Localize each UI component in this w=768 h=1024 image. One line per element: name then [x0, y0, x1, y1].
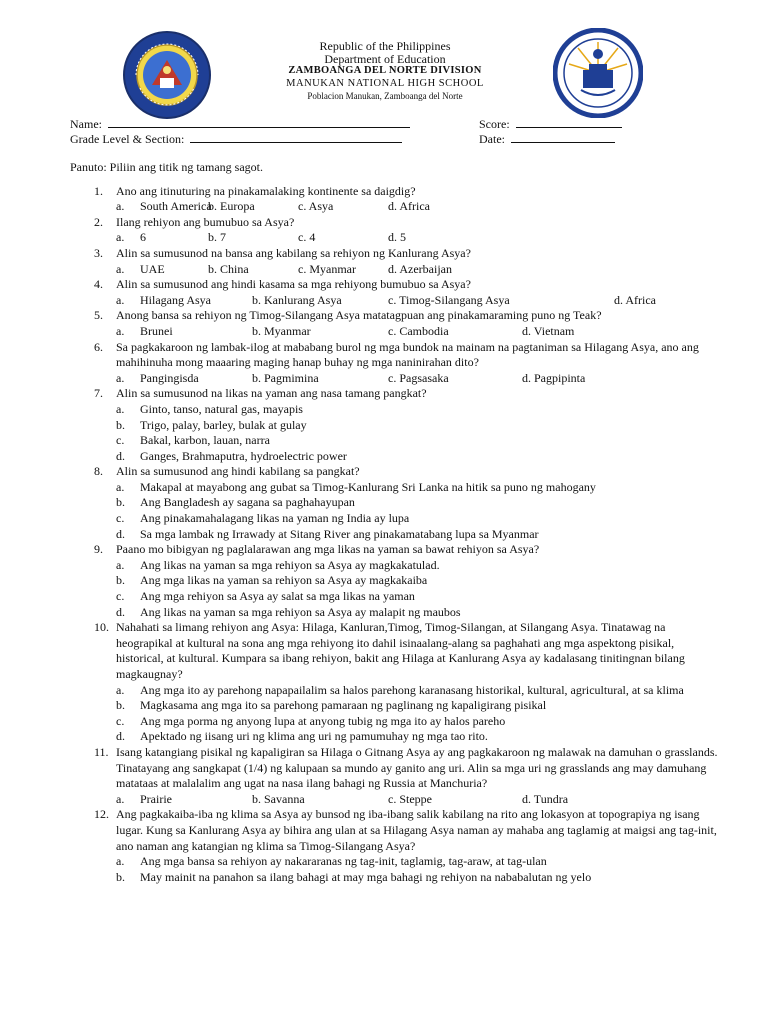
question-text: Ilang rehiyon ang bumubuo sa Asya?: [116, 214, 295, 229]
question-number: 8.: [94, 464, 103, 479]
grade-field[interactable]: [70, 131, 402, 147]
option-choice[interactable]: d. 5: [388, 230, 406, 245]
question-text: Alin sa sumusunod ang hindi kabilang sa pangkat?: [116, 464, 360, 479]
option-choice[interactable]: d. Azerbaijan: [388, 261, 452, 276]
options-row: [70, 199, 720, 215]
question-number: 3.: [94, 245, 103, 260]
question-8: [70, 464, 720, 480]
question-1: [70, 184, 720, 200]
option-letter: d.: [116, 604, 125, 619]
question-11: [70, 745, 720, 792]
option-letter: a.: [116, 401, 125, 416]
options-row: [70, 371, 720, 387]
question-4: [70, 277, 720, 293]
option-choice[interactable]: c. Asya: [298, 199, 334, 214]
question-text: Alin sa sumusunod na likas na yaman ang nasa tamang pangkat?: [116, 386, 427, 401]
options-row: [70, 230, 720, 246]
name-label: Name:: [70, 117, 102, 131]
republic-line: Republic of the Philippines: [319, 39, 451, 53]
option-text: Ang mga ito ay parehong napapailalim sa halos parehong karanasang historikal, kultural, agricultural, at sa klima: [140, 682, 684, 697]
school-seal-icon: [553, 28, 643, 118]
option-choice[interactable]: c. Cambodia: [388, 323, 449, 338]
question-text: Isang katangiang pisikal ng kapaligiran sa Hilaga o Gitnang Asya ay ang pagkakaroon ng malawak na damuhan o grasslands. Tinatayang ang sangkapat (1/4) ng kalupaan sa mundo ay ganito ang uri. Alin sa mga uri ng grasslands ang may damuhang matataas at malalalim ang ugat na nasa ilang bahagi ng Russia at Manchuria?: [116, 744, 718, 791]
option-choice[interactable]: b. 7: [208, 230, 226, 245]
options-row: [70, 792, 720, 808]
option-choice[interactable]: Hilagang Asya: [140, 292, 211, 307]
option-text: Ang mga bansa sa rehiyon ay nakararanas ng tag-init, taglamig, tag-araw, at tag-ulan: [140, 854, 547, 869]
option-letter: a.: [116, 854, 125, 869]
option-text: Ang likas na yaman sa mga rehiyon sa Asya ay malapit ng maubos: [140, 604, 461, 619]
question-text: Sa pagkakaroon ng lambak-ilog at mababang burol ng mga bundok na mainam na pagtaniman sa Hilagang Asya, ano ang mahihinuha mong maaaring maging hanap buhay ng mga naninirahan dito?: [116, 339, 699, 370]
option-letter: b.: [116, 698, 125, 713]
option-text: Makapal at mayabong ang gubat sa Timog-Kanlurang Sri Lanka na hitik sa puno ng mahogany: [140, 479, 596, 494]
option-text: Apektado ng iisang uri ng klima ang uri ng pamumuhay ng mga tao rito.: [140, 729, 488, 744]
option-letter: a.: [116, 682, 125, 697]
date-label: Date:: [479, 132, 505, 146]
option-text: Ang mga porma ng anyong lupa at anyong tubig ng mga ito ay halos pareho: [140, 713, 506, 728]
question-number: 6.: [94, 339, 103, 354]
question-text: Alin sa sumusunod na bansa ang kabilang sa rehiyon ng Kanlurang Asya?: [116, 245, 471, 260]
option-choice[interactable]: c. Steppe: [388, 791, 432, 806]
option-choice[interactable]: c. Timog-Silangang Asya: [388, 292, 510, 307]
option-item[interactable]: [70, 402, 720, 418]
question-text: Alin sa sumusunod ang hindi kasama sa mga rehiyong bumubuo sa Asya?: [116, 277, 471, 292]
option-item[interactable]: [70, 854, 720, 870]
option-choice[interactable]: b. Savanna: [252, 791, 305, 806]
school-line: MANUKAN NATIONAL HIGH SCHOOL: [286, 77, 484, 89]
question-text: Paano mo bibigyan ng paglalarawan ang mga likas na yaman sa bawat rehiyon sa Asya?: [116, 542, 540, 557]
option-text: Ang mga likas na yaman sa rehiyon sa Asya ay magkakaiba: [140, 573, 428, 588]
date-field[interactable]: [479, 131, 615, 147]
option-letter: d.: [116, 729, 125, 744]
option-item[interactable]: [70, 495, 720, 511]
option-choice[interactable]: c. Myanmar: [298, 261, 356, 276]
question-10: [70, 620, 720, 682]
division-line: ZAMBOANGA DEL NORTE DIVISION: [288, 65, 482, 76]
option-choice[interactable]: South America: [140, 199, 212, 214]
option-letter: b.: [116, 869, 125, 884]
option-text: Ang likas na yaman sa mga rehiyon sa Asya ay magkakatulad.: [140, 557, 440, 572]
option-choice[interactable]: b. Pagmimina: [252, 370, 319, 385]
option-letter: c.: [116, 589, 125, 604]
option-text: Ang Bangladesh ay sagana sa paghahayupan: [140, 495, 355, 510]
question-9: [70, 542, 720, 558]
question-text: Anong bansa sa rehiyon ng Timog-Silangang Asya matatagpuan ang pinakamaraming puno ng Teak?: [116, 308, 602, 323]
option-item[interactable]: [70, 573, 720, 589]
letterhead: [0, 28, 768, 118]
question-number: 11.: [94, 744, 109, 759]
option-item[interactable]: [70, 714, 720, 730]
option-letter: a.: [116, 557, 125, 572]
option-choice[interactable]: d. Africa: [614, 292, 656, 307]
date-line: [511, 131, 615, 143]
question-2: [70, 215, 720, 231]
option-item[interactable]: [70, 683, 720, 699]
question-number: 7.: [94, 386, 103, 401]
score-field[interactable]: [479, 116, 622, 132]
option-text: Ginto, tanso, natural gas, mayapis: [140, 401, 303, 416]
option-letter: a.: [116, 292, 125, 307]
question-6: [70, 340, 720, 371]
option-item[interactable]: [70, 511, 720, 527]
address-line: Poblacion Manukan, Zamboanga del Norte: [307, 91, 463, 101]
option-letter: a.: [116, 479, 125, 494]
option-choice[interactable]: d. Africa: [388, 199, 430, 214]
question-text: Ano ang itinuturing na pinakamalaking kontinente sa daigdig?: [116, 183, 416, 198]
option-text: Sa mga lambak ng Irrawady at Sitang River ang pinakamatabang lupa sa Myanmar: [140, 526, 539, 541]
option-text: Trigo, palay, barley, bulak at gulay: [140, 417, 307, 432]
question-text: Ang pagkakaiba-iba ng klima sa Asya ay bunsod ng iba-ibang salik kabilang na rito ang lokasyon at topograpiya ng isang lugar. Kung sa Kanlurang Asya ay bihira ang ulan at sa Hilagang Asya naman ay mahaba ang taglamig at maigsi ang tag-init, ano naman ang katangian ng klima sa Timog-Silangang Asya?: [116, 807, 717, 853]
option-choice[interactable]: c. 4: [298, 230, 316, 245]
question-number: 9.: [94, 542, 103, 557]
option-letter: c.: [116, 511, 125, 526]
option-item[interactable]: [70, 449, 720, 465]
options-row: [70, 324, 720, 340]
option-text: May mainit na panahon sa ilang bahagi at may mga bahagi ng rehiyon na nababalutan ng yelo: [140, 869, 592, 884]
option-item[interactable]: [70, 698, 720, 714]
name-field[interactable]: [70, 116, 410, 132]
deped-seal-icon: [122, 30, 212, 120]
option-letter: a.: [116, 199, 125, 214]
option-letter: b.: [116, 495, 125, 510]
question-number: 4.: [94, 277, 103, 292]
option-text: Ang mga rehiyon sa Asya ay salat sa mga likas na yaman: [140, 589, 415, 604]
option-letter: b.: [116, 573, 125, 588]
grade-label: Grade Level & Section:: [70, 132, 185, 146]
option-choice[interactable]: b. Europa: [208, 199, 255, 214]
option-choice[interactable]: d. Pagpipinta: [522, 370, 586, 385]
option-choice[interactable]: Prairie: [140, 791, 172, 806]
option-text: Bakal, karbon, lauan, narra: [140, 433, 270, 448]
option-letter: a.: [116, 791, 125, 806]
option-item[interactable]: [70, 558, 720, 574]
question-number: 2.: [94, 214, 103, 229]
question-number: 1.: [94, 183, 103, 198]
name-line: [108, 116, 410, 128]
question-7: [70, 386, 720, 402]
option-letter: a.: [116, 230, 125, 245]
letterhead-text: [250, 40, 520, 103]
department-line: Department of Education: [324, 51, 446, 66]
question-number: 10.: [94, 620, 109, 635]
option-letter: c.: [116, 713, 125, 728]
option-letter: a.: [116, 370, 125, 385]
question-number: 12.: [94, 807, 109, 822]
score-label: Score:: [479, 117, 510, 131]
options-row: [70, 293, 720, 309]
option-letter: d.: [116, 448, 125, 463]
option-letter: c.: [116, 433, 125, 448]
option-letter: a.: [116, 323, 125, 338]
option-text: Magkasama ang mga ito sa parehong pamaraan ng paglinang ng kapaligirang pisikal: [140, 698, 547, 713]
question-3: [70, 246, 720, 262]
option-item[interactable]: [70, 480, 720, 496]
instruction: Panuto: Piliin ang titik ng tamang sagot.: [70, 160, 263, 174]
grade-line: [190, 131, 402, 143]
option-item[interactable]: [70, 418, 720, 434]
option-choice[interactable]: d. Tundra: [522, 791, 569, 806]
question-5: [70, 308, 720, 324]
option-item[interactable]: [70, 605, 720, 621]
options-row: [70, 262, 720, 278]
option-text: Ganges, Brahmaputra, hydroelectric power: [140, 448, 347, 463]
option-text: Ang pinakamahalagang likas na yaman ng India ay lupa: [140, 511, 410, 526]
question-number: 5.: [94, 308, 103, 323]
option-item[interactable]: [70, 589, 720, 605]
option-choice[interactable]: b. Myanmar: [252, 323, 311, 338]
option-item[interactable]: [70, 433, 720, 449]
option-letter: b.: [116, 417, 125, 432]
score-line: [516, 116, 622, 128]
question-text: Nahahati sa limang rehiyon ang Asya: Hilaga, Kanluran,Timog, Timog-Silangan, at Silangang Asya. Tinatawag na heograpikal at kultural na sona ang mga rehiyong ito dahil isinaalang-alang sa paghahati ang mga aspektong pisikal, historical, at kultural. Kumpara sa ibang rehiyon, bakit ang Hilaga at Kanlurang Asya ay kadalasang tinitingnan bilang magkaugnay?: [116, 620, 685, 681]
option-item[interactable]: [70, 527, 720, 543]
option-item[interactable]: [70, 870, 720, 886]
option-choice[interactable]: b. China: [208, 261, 249, 276]
option-choice[interactable]: Brunei: [140, 323, 173, 338]
option-letter: a.: [116, 261, 125, 276]
option-choice[interactable]: b. Kanlurang Asya: [252, 292, 342, 307]
option-choice[interactable]: c. Pagsasaka: [388, 370, 449, 385]
option-choice[interactable]: 6: [140, 230, 146, 245]
option-item[interactable]: [70, 729, 720, 745]
question-list: [70, 160, 720, 885]
option-choice[interactable]: UAE: [140, 261, 165, 276]
option-choice[interactable]: Pangingisda: [140, 370, 199, 385]
question-12: [70, 807, 720, 854]
option-choice[interactable]: d. Vietnam: [522, 323, 575, 338]
option-letter: d.: [116, 526, 125, 541]
